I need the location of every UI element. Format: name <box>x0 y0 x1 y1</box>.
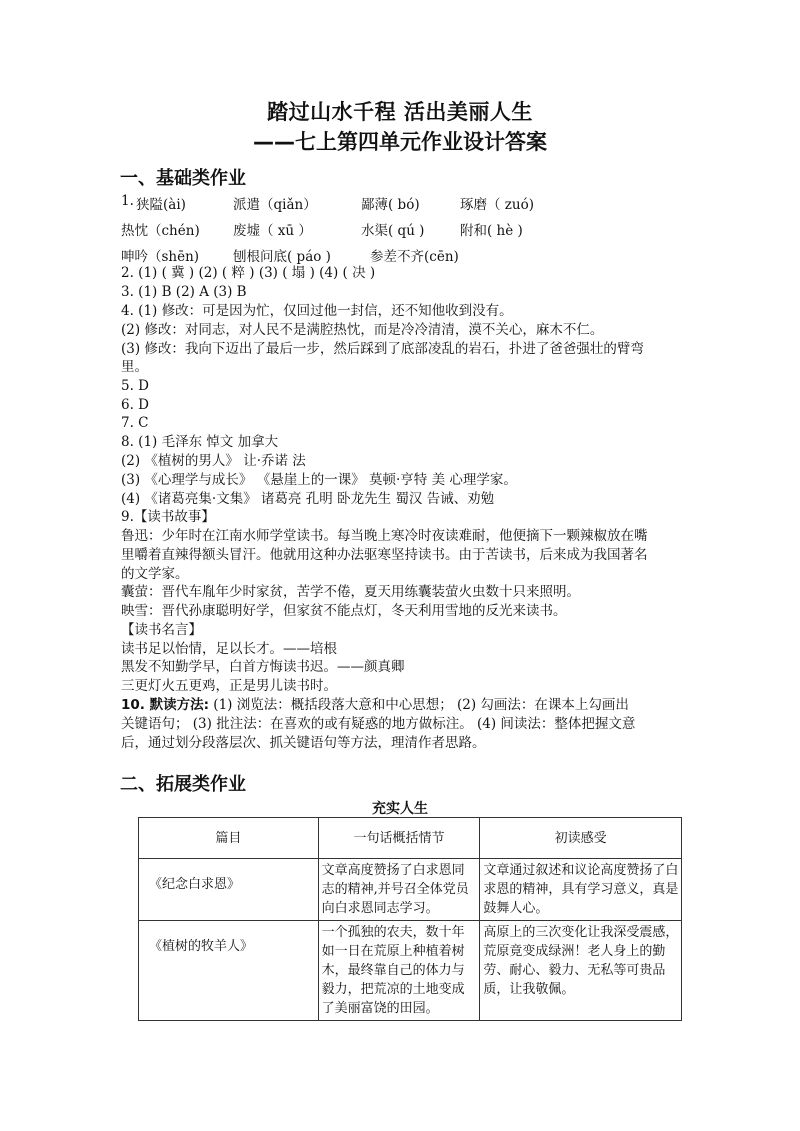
q1-label: 1. <box>121 193 134 209</box>
q1-item: 狭隘(ài) <box>136 197 186 213</box>
q1-item: 琢磨（ zuó) <box>460 197 534 213</box>
answer-line: 三更灯火五更鸡，正是男儿读书时。 <box>121 678 337 694</box>
answer-line: 5. D <box>121 378 149 394</box>
answer-line: 7. C <box>121 415 149 431</box>
q10-text: (1) 浏览法：概括段落大意和中心思想； (2) 勾画法：在课本上勾画出 <box>209 697 629 713</box>
column-header: 篇目 <box>139 818 319 859</box>
column-header: 初读感受 <box>480 818 682 859</box>
cell-title: 《纪念白求恩》 <box>139 859 319 921</box>
cell-feeling: 高原上的三次变化让我深受震感，荒原竟变成绿洲！老人身上的勤劳、耐心、毅力、无私等可贵品质，让我敬佩。 <box>480 921 682 1021</box>
answer-line: 2. (1) ( 冀 ) (2) ( 粹 ) (3) ( 塌 ) (4) ( 决 ) <box>121 265 376 281</box>
answer-line: 读书足以怡情，足以长才。——培根 <box>121 641 337 657</box>
page-subtitle: ——七上第四单元作业设计答案 <box>253 130 547 154</box>
q1-item: 刨根问底( páo ) <box>233 249 331 265</box>
cell-plot: 一个孤独的农夫，数十年如一日在荒原上种植着树木，最终靠自己的体力与毅力，把荒凉的土地变成了美丽富饶的田园。 <box>318 921 480 1021</box>
answer-line: 黑发不知勤学早，白首方悔读书迟。——颜真卿 <box>121 659 405 675</box>
answer-line: (3) 修改：我向下迈出了最后一步，然后踩到了底部凌乱的岩石，扑进了爸爸强壮的臂弯 <box>121 341 644 357</box>
answer-line: 6. D <box>121 397 149 413</box>
answer-line: (2) 《植树的男人》 让·乔诺 法 <box>121 453 306 469</box>
q1-item: 参差不齐(cēn) <box>370 249 459 265</box>
answer-line: 囊萤：晋代车胤年少时家贫，苦学不倦，夏天用练囊装萤火虫数十只来照明。 <box>121 584 580 600</box>
section-heading-extension: 二、拓展类作业 <box>120 774 246 795</box>
table-row <box>139 921 682 1021</box>
table-title: 充实人生 <box>372 801 428 817</box>
answer-line: 里。 <box>121 359 148 375</box>
answer-line: 8. (1) 毛泽东 悼文 加拿大 <box>121 434 279 450</box>
cell-plot: 文章高度赞扬了白求恩同志的精神,并号召全体党员向白求恩同志学习。 <box>318 859 480 921</box>
table-header-row <box>139 818 682 859</box>
answer-line: 的文学家。 <box>121 566 189 582</box>
reading-table <box>138 817 682 1021</box>
answer-line: 鲁迅：少年时在江南水师学堂读书。每当晚上寒冷时夜读难耐，他便摘下一颗辣椒放在嘴 <box>121 528 648 544</box>
answer-line: 9.【读书故事】 <box>121 509 215 525</box>
answer-line: 3. (1) B (2) A (3) B <box>121 284 247 300</box>
q10-label: 10. 默读方法: <box>121 697 210 713</box>
answer-line: (2) 修改：对同志，对人民不是满腔热忱，而是冷冷清清，漠不关心，麻木不仁。 <box>121 322 604 338</box>
answer-line: 里嚼着直辣得额头冒汗。他就用这种办法驱寒坚持读书。由于苦读书，后来成为我国著名 <box>121 547 648 563</box>
answer-line: (4) 《诸葛亮集·文集》 诸葛亮 孔明 卧龙先生 蜀汉 告诫、劝勉 <box>121 491 495 507</box>
q1-item: 派遣（qiǎn） <box>233 197 317 213</box>
q1-item: 水渠( qú ) <box>361 223 425 239</box>
q1-item: 热忱（chén) <box>121 223 200 239</box>
answer-line: (3) 《心理学与成长》 《悬崖上的一课》 莫顿·亨特 美 心理学家。 <box>121 472 517 488</box>
answer-line: 关键语句； (3) 批注法：在喜欢的或有疑惑的地方做标注。 (4) 间读法：整体把握文意 <box>121 716 636 732</box>
answer-line: 后，通过划分段落层次、抓关键语句等方法，理清作者思路。 <box>121 735 486 751</box>
q1-item: 废墟（ xū ） <box>233 223 312 239</box>
answer-line: 【读书名言】 <box>121 622 202 638</box>
q1-item: 呻吟（shēn) <box>121 249 200 265</box>
column-header: 一句话概括情节 <box>318 818 480 859</box>
answer-line: 4. (1) 修改：可是因为忙，仅回过他一封信，还不知他收到没有。 <box>121 303 513 319</box>
answer-line <box>121 695 629 715</box>
section-heading-basic: 一、基础类作业 <box>120 168 246 189</box>
cell-feeling: 文章通过叙述和议论高度赞扬了白求恩的精神，具有学习意义，真是鼓舞人心。 <box>480 859 682 921</box>
cell-title: 《植树的牧羊人》 <box>139 921 319 1021</box>
table-row <box>139 859 682 921</box>
page-title: 踏过山水千程 活出美丽人生 <box>267 100 533 124</box>
q1-item: 鄙薄( bó) <box>361 197 420 213</box>
q1-item: 附和( hè ) <box>460 223 523 239</box>
answer-line: 映雪：晋代孙康聪明好学，但家贫不能点灯，冬天利用雪地的反光来读书。 <box>121 603 567 619</box>
